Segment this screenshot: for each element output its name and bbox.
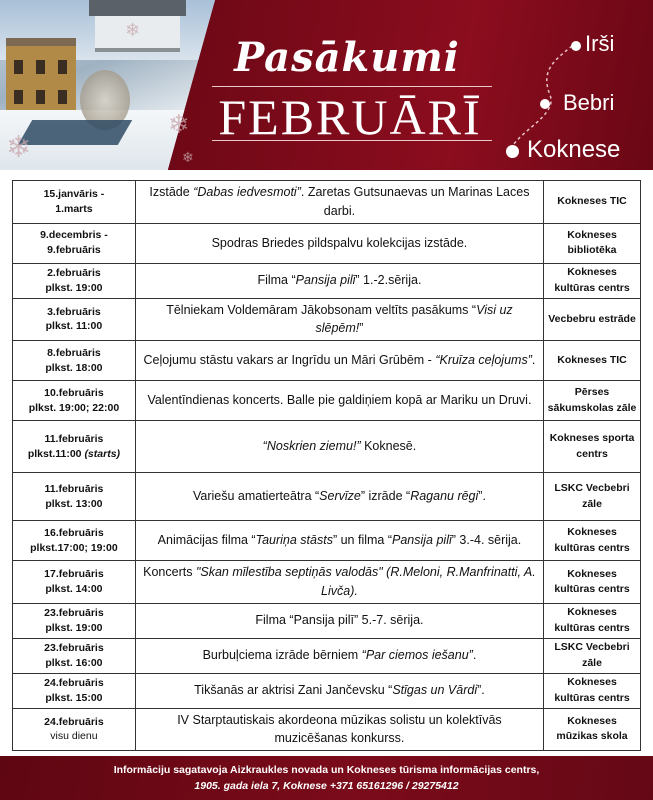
event-date-line: 23.februāris: [44, 641, 104, 654]
snowflake-icon: ❄: [6, 130, 32, 165]
events-table: [12, 180, 641, 751]
winter-photo-collage: [0, 0, 215, 170]
footer-line-2: 1905. gada iela 7, Koknese +371 65161296 / 29275412: [194, 780, 459, 793]
event-text: .: [531, 353, 536, 368]
event-date-line: 16.februāris: [44, 526, 104, 539]
event-venue: Pērses sākumskolas zāle: [544, 381, 641, 421]
event-text: Izstāde: [149, 185, 194, 199]
event-date: [13, 341, 136, 381]
event-description: [135, 521, 543, 561]
snowflake-icon: ❄: [125, 20, 141, 41]
event-date-line: 9.februāris: [47, 244, 101, 256]
manor-building-image: [6, 38, 76, 118]
event-date-line: 9.decembris -: [40, 229, 108, 242]
event-date-line: 23.februāris: [44, 606, 104, 619]
event-row: [13, 263, 641, 298]
event-date: [13, 673, 136, 708]
event-text: Variešu amatierteātra “: [192, 489, 320, 504]
event-venue: Kokneses kultūras centrs: [544, 561, 641, 604]
snowflake-icon: ❄: [168, 110, 190, 140]
footer: [0, 756, 653, 800]
event-title-italic: “Noskrien ziemu!”: [262, 439, 361, 454]
event-date-line: visu dienu: [50, 730, 98, 743]
event-venue: Kokneses kultūras centrs: [544, 603, 641, 638]
event-date-line: 3.februāris: [47, 305, 101, 318]
event-text: Filma “: [257, 273, 296, 288]
event-date-line: plkst. 18:00: [45, 361, 103, 374]
event-text: Ceļojumu stāstu vakars ar Ingrīdu un Māri Grūbēm -: [143, 353, 436, 368]
event-title-italic: Tauriņa stāsts: [255, 533, 333, 548]
event-venue: Kokneses mūzikas skola: [544, 708, 641, 751]
events-table-wrapper: [12, 180, 641, 751]
event-date-line: plkst. 16:00: [45, 656, 103, 669]
event-row: [13, 521, 641, 561]
event-description: [135, 421, 543, 473]
place-koknese: Koknese: [527, 136, 621, 163]
event-row: [13, 673, 641, 708]
event-date-line: 8.februāris: [47, 346, 101, 359]
event-venue: Kokneses kultūras centrs: [544, 673, 641, 708]
event-row: [13, 181, 641, 224]
event-date-line: 24.februāris: [44, 676, 104, 689]
event-row: [13, 298, 641, 341]
event-row: [13, 341, 641, 381]
event-description: [135, 473, 543, 521]
event-text: ” 3.-4. sērija.: [451, 533, 522, 548]
event-row: [13, 708, 641, 751]
event-description: [135, 708, 543, 751]
event-title-italic: Pansija pilī: [392, 533, 452, 548]
event-title-italic: "Skan mīlestība septiņās valodās" (R.Meloni, R.Manfrinatti, A. Livča).: [195, 565, 536, 598]
event-date-line: 24.februāris: [44, 715, 104, 728]
event-venue: Kokneses TIC: [544, 341, 641, 381]
event-text: Koncerts: [143, 565, 196, 579]
event-description: [135, 638, 543, 673]
event-venue: Vecbebru estrāde: [544, 298, 641, 341]
event-text: Tēlniekam Voldemāram Jākobsonam veltīts pasākums “: [166, 302, 477, 317]
title-main: FEBRUĀRĪ: [218, 89, 482, 145]
event-title-italic: “Dabas iedvesmoti”: [193, 185, 301, 199]
event-description: [135, 673, 543, 708]
event-row: [13, 223, 641, 263]
event-title-italic: Servīze: [319, 489, 361, 504]
event-row: [13, 381, 641, 421]
event-text: ” izrāde “: [360, 489, 411, 504]
event-venue: Kokneses kultūras centrs: [544, 521, 641, 561]
event-date: [13, 603, 136, 638]
event-venue: Kokneses sporta centrs: [544, 421, 641, 473]
event-text: Koknesē.: [360, 439, 417, 454]
event-venue: Kokneses bibliotēka: [544, 223, 641, 263]
event-date-line: 2.februāris: [47, 266, 101, 279]
place-bebri: Bebri: [563, 90, 615, 115]
event-date-line: plkst. 15:00: [45, 691, 103, 704]
event-date-line: 11.februāris: [44, 432, 104, 445]
event-date-line: plkst. 11:00: [45, 320, 103, 333]
event-row: [13, 421, 641, 473]
event-date: [13, 473, 136, 521]
event-date: [13, 521, 136, 561]
event-date-line: plkst. 19:00: [45, 621, 103, 634]
event-date-line: 17.februāris: [44, 568, 104, 581]
event-venue: Kokneses TIC: [544, 181, 641, 224]
event-text: Animācijas filma “: [157, 533, 256, 548]
event-text: Spodras Briedes pildspalvu kolekcijas izstāde.: [211, 235, 468, 250]
event-description: [135, 603, 543, 638]
river-image: [18, 120, 132, 145]
event-row: [13, 603, 641, 638]
event-date-line: [13, 447, 135, 462]
event-time: plkst.11:00: [27, 447, 82, 460]
event-date: [13, 561, 136, 604]
event-title-italic: Pansija pilī: [295, 273, 356, 288]
title-script: Pasākumi: [234, 34, 460, 81]
event-date-line: 11.februāris: [44, 482, 104, 495]
event-text: IV Starptautiskais akordeona mūzikas solistu un kolektīvās muzicēšanas konkurss.: [177, 712, 502, 746]
event-description: [135, 341, 543, 381]
footer-line-1: Informāciju sagatavoja Aizkraukles novada un Kokneses tūrisma informācijas centrs,: [113, 764, 540, 776]
place-irsi: Irši: [585, 31, 615, 56]
event-date: [13, 381, 136, 421]
event-description: [135, 223, 543, 263]
event-description: [135, 263, 543, 298]
event-text: .: [472, 648, 477, 663]
event-text: Filma “Pansija pilī” 5.-7. sērija.: [255, 613, 424, 628]
event-row: [13, 473, 641, 521]
event-date-line: plkst. 19:00; 22:00: [28, 401, 120, 414]
event-date-line: 15.janvāris -: [43, 188, 105, 201]
event-text: ”.: [478, 489, 486, 504]
event-date-line: 1.marts: [55, 202, 93, 215]
title-rule-bottom: [212, 140, 492, 143]
event-time-note: (starts): [84, 447, 121, 460]
event-title-italic: Visi uz slēpēm!: [315, 302, 513, 336]
route-dot-irsi: [571, 41, 581, 51]
event-row: [13, 561, 641, 604]
event-date-line: plkst. 19:00: [45, 281, 103, 294]
event-title-italic: “Par ciemos iešanu”: [361, 648, 473, 663]
event-text: ”.: [477, 683, 485, 698]
event-date: [13, 263, 136, 298]
route-dot-bebri: [540, 99, 550, 109]
event-date: [13, 638, 136, 673]
event-description: [135, 561, 543, 604]
event-venue: LSKC Vecbebri zāle: [544, 473, 641, 521]
header-banner: [0, 0, 653, 170]
route-dot-koknese: [506, 145, 519, 158]
event-text: Valentīndienas koncerts. Balle pie galdiņiem kopā ar Mariku un Druvi.: [147, 393, 532, 408]
event-description: [135, 181, 543, 224]
event-row: [13, 638, 641, 673]
event-date: [13, 181, 136, 224]
event-text: ” 1.-2.sērija.: [355, 273, 422, 288]
event-venue: Kokneses kultūras centrs: [544, 263, 641, 298]
event-date-line: plkst. 14:00: [45, 582, 103, 595]
event-text: Tikšanās ar aktrisi Zani Jančevsku “: [194, 683, 393, 698]
event-date: [13, 421, 136, 473]
event-title-italic: Raganu rēgi: [410, 489, 479, 504]
event-date: [13, 223, 136, 263]
event-description: [135, 381, 543, 421]
event-text: . Zaretas Gutsunaevas un Marinas Laces darbi.: [300, 185, 530, 218]
snowflake-icon: ❄: [182, 150, 194, 166]
event-date: [13, 298, 136, 341]
event-text: ”: [359, 321, 364, 336]
event-date: [13, 708, 136, 751]
event-venue: LSKC Vecbebri zāle: [544, 638, 641, 673]
event-date-line: 10.februāris: [44, 386, 104, 399]
event-text: Burbuļciema izrāde bērniem: [202, 648, 362, 663]
event-date-line: plkst.17:00; 19:00: [30, 541, 118, 554]
event-title-italic: “Kruīza ceļojums”: [435, 353, 532, 368]
event-text: ” un filma “: [332, 533, 392, 548]
event-description: [135, 298, 543, 341]
event-date-line: plkst. 13:00: [45, 497, 103, 510]
event-title-italic: Stīgas un Vārdi: [392, 683, 478, 698]
